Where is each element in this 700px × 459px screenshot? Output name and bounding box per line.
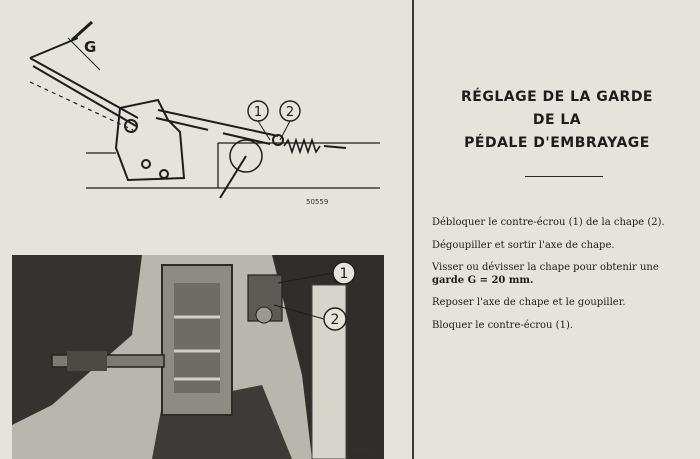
step-1 [432,217,694,230]
title-line-3: PÉDALE D'EMBRAYAGE [464,135,650,151]
procedure-steps [432,217,694,342]
step-4 [432,297,694,310]
dimension-label-G: G [84,38,97,56]
step-5 [432,320,694,333]
title-line-2: DE LA [532,112,582,128]
step-3 [432,262,694,287]
title-rule [525,176,603,177]
callout-2: 2 [285,105,295,120]
step-4-text: Reposer l'axe de chape et le goupiller. [432,297,626,308]
step-2 [432,240,694,253]
text-column [414,0,700,459]
title-line-1: RÉGLAGE DE LA GARDE [461,89,653,105]
step-3-line-1: Visser ou dévisser la chape pour obtenir une [432,262,659,273]
pedal-linkage-drawing [8,8,404,223]
photo-callout-2: 2 [330,312,340,328]
step-3-line-2: garde G = 20 mm. [432,274,534,286]
callout-1: 1 [253,105,263,120]
page-title [414,86,700,155]
step-1-text: Débloquer le contre-écrou (1) de la chape (2). [432,217,665,228]
photo-callout-1: 1 [339,266,349,282]
photo-reference: 50560 [352,447,375,455]
figure-reference: 50559 [306,198,329,206]
clutch-photo [12,255,384,459]
step-2-text: Dégoupiller et sortir l'axe de chape. [432,239,615,251]
step-5-text: Bloquer le contre-écrou (1). [432,319,574,331]
